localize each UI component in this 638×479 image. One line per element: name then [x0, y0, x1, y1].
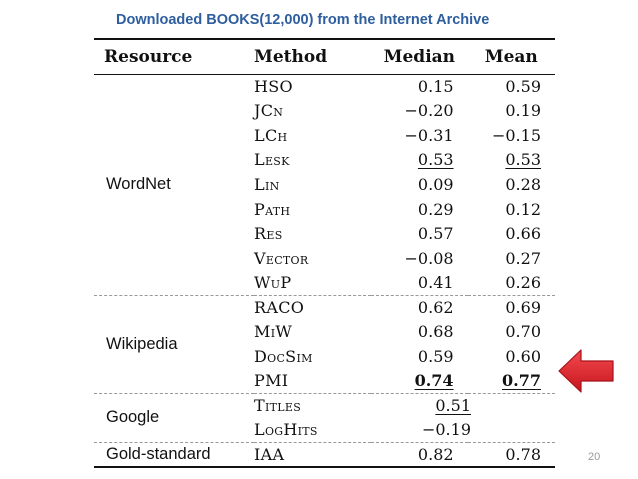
method-cell: Res — [254, 224, 283, 244]
median-cell: 0.62 — [417, 298, 454, 318]
method-cell: Path — [254, 199, 291, 219]
mean-cell: 0.66 — [505, 224, 541, 244]
header-mean: Mean — [468, 39, 555, 74]
resource-wordnet: WordNet — [94, 74, 254, 295]
median-cell: 0.09 — [417, 175, 454, 195]
mean-cell: 0.12 — [505, 199, 541, 219]
method-cell: Vector — [254, 248, 309, 268]
median-value: 0.53 — [417, 150, 454, 170]
mean-cell: 0.59 — [505, 77, 541, 97]
median-cell — [371, 148, 467, 173]
median-value: 0.74 — [414, 371, 454, 391]
header-method: Method — [254, 39, 371, 74]
method-cell: JCn — [254, 101, 284, 121]
mean-cell: 0.60 — [505, 346, 541, 366]
mean-cell: 0.19 — [505, 101, 541, 121]
mean-cell: 0.26 — [468, 271, 555, 296]
resource-wikipedia: Wikipedia — [94, 295, 254, 393]
median-cell: 0.41 — [371, 271, 467, 296]
median-cell: 0.57 — [417, 224, 454, 244]
median-cell — [371, 369, 467, 394]
table-row — [94, 442, 555, 467]
results-table — [94, 38, 555, 468]
median-cell: 0.15 — [417, 77, 454, 97]
mean-cell — [468, 148, 555, 173]
mean-cell — [468, 369, 555, 394]
table-row — [94, 295, 555, 320]
header-median: Median — [371, 39, 467, 74]
mean-cell: 0.69 — [505, 298, 541, 318]
mean-value: 0.77 — [502, 371, 541, 391]
method-cell: Titles — [254, 396, 302, 416]
page-number: 20 — [588, 451, 601, 463]
mean-cell: −0.15 — [491, 125, 541, 145]
method-cell: Lesk — [254, 150, 290, 170]
value-text: 0.51 — [435, 396, 471, 416]
table-row — [94, 74, 555, 99]
method-cell: DocSim — [254, 346, 313, 366]
mean-cell: 0.28 — [505, 175, 541, 195]
resource-google: Google — [94, 393, 254, 442]
arrow-shape — [559, 350, 613, 392]
mean-cell: 0.78 — [468, 442, 555, 467]
method-cell: LogHits — [254, 418, 371, 443]
method-cell: MiW — [254, 322, 293, 342]
method-cell: WuP — [254, 271, 371, 296]
method-cell: PMI — [254, 369, 371, 394]
mean-value: 0.53 — [505, 150, 541, 170]
median-cell: 0.68 — [417, 322, 454, 342]
median-cell: 0.82 — [371, 442, 467, 467]
median-cell: −0.31 — [404, 125, 454, 145]
mean-cell: 0.70 — [505, 322, 541, 342]
mean-cell: 0.27 — [505, 248, 541, 268]
header-row — [94, 39, 555, 74]
value-cell — [371, 393, 555, 418]
median-cell: −0.20 — [404, 101, 454, 121]
method-cell: HSO — [254, 77, 293, 97]
header-resource: Resource — [94, 39, 254, 74]
median-cell: −0.08 — [404, 248, 454, 268]
value-cell: −0.19 — [371, 418, 555, 443]
method-cell: RACO — [254, 298, 305, 318]
resource-gold-standard: Gold-standard — [94, 442, 254, 467]
median-cell: 0.59 — [417, 346, 454, 366]
left-arrow-icon — [557, 347, 615, 395]
method-cell: LCh — [254, 125, 288, 145]
method-cell: Lin — [254, 175, 280, 195]
slide-title: Downloaded BOOKS(12,000) from the Internet Archive — [116, 12, 490, 28]
table-row — [94, 393, 555, 418]
method-cell: IAA — [254, 442, 371, 467]
median-cell: 0.29 — [417, 199, 454, 219]
